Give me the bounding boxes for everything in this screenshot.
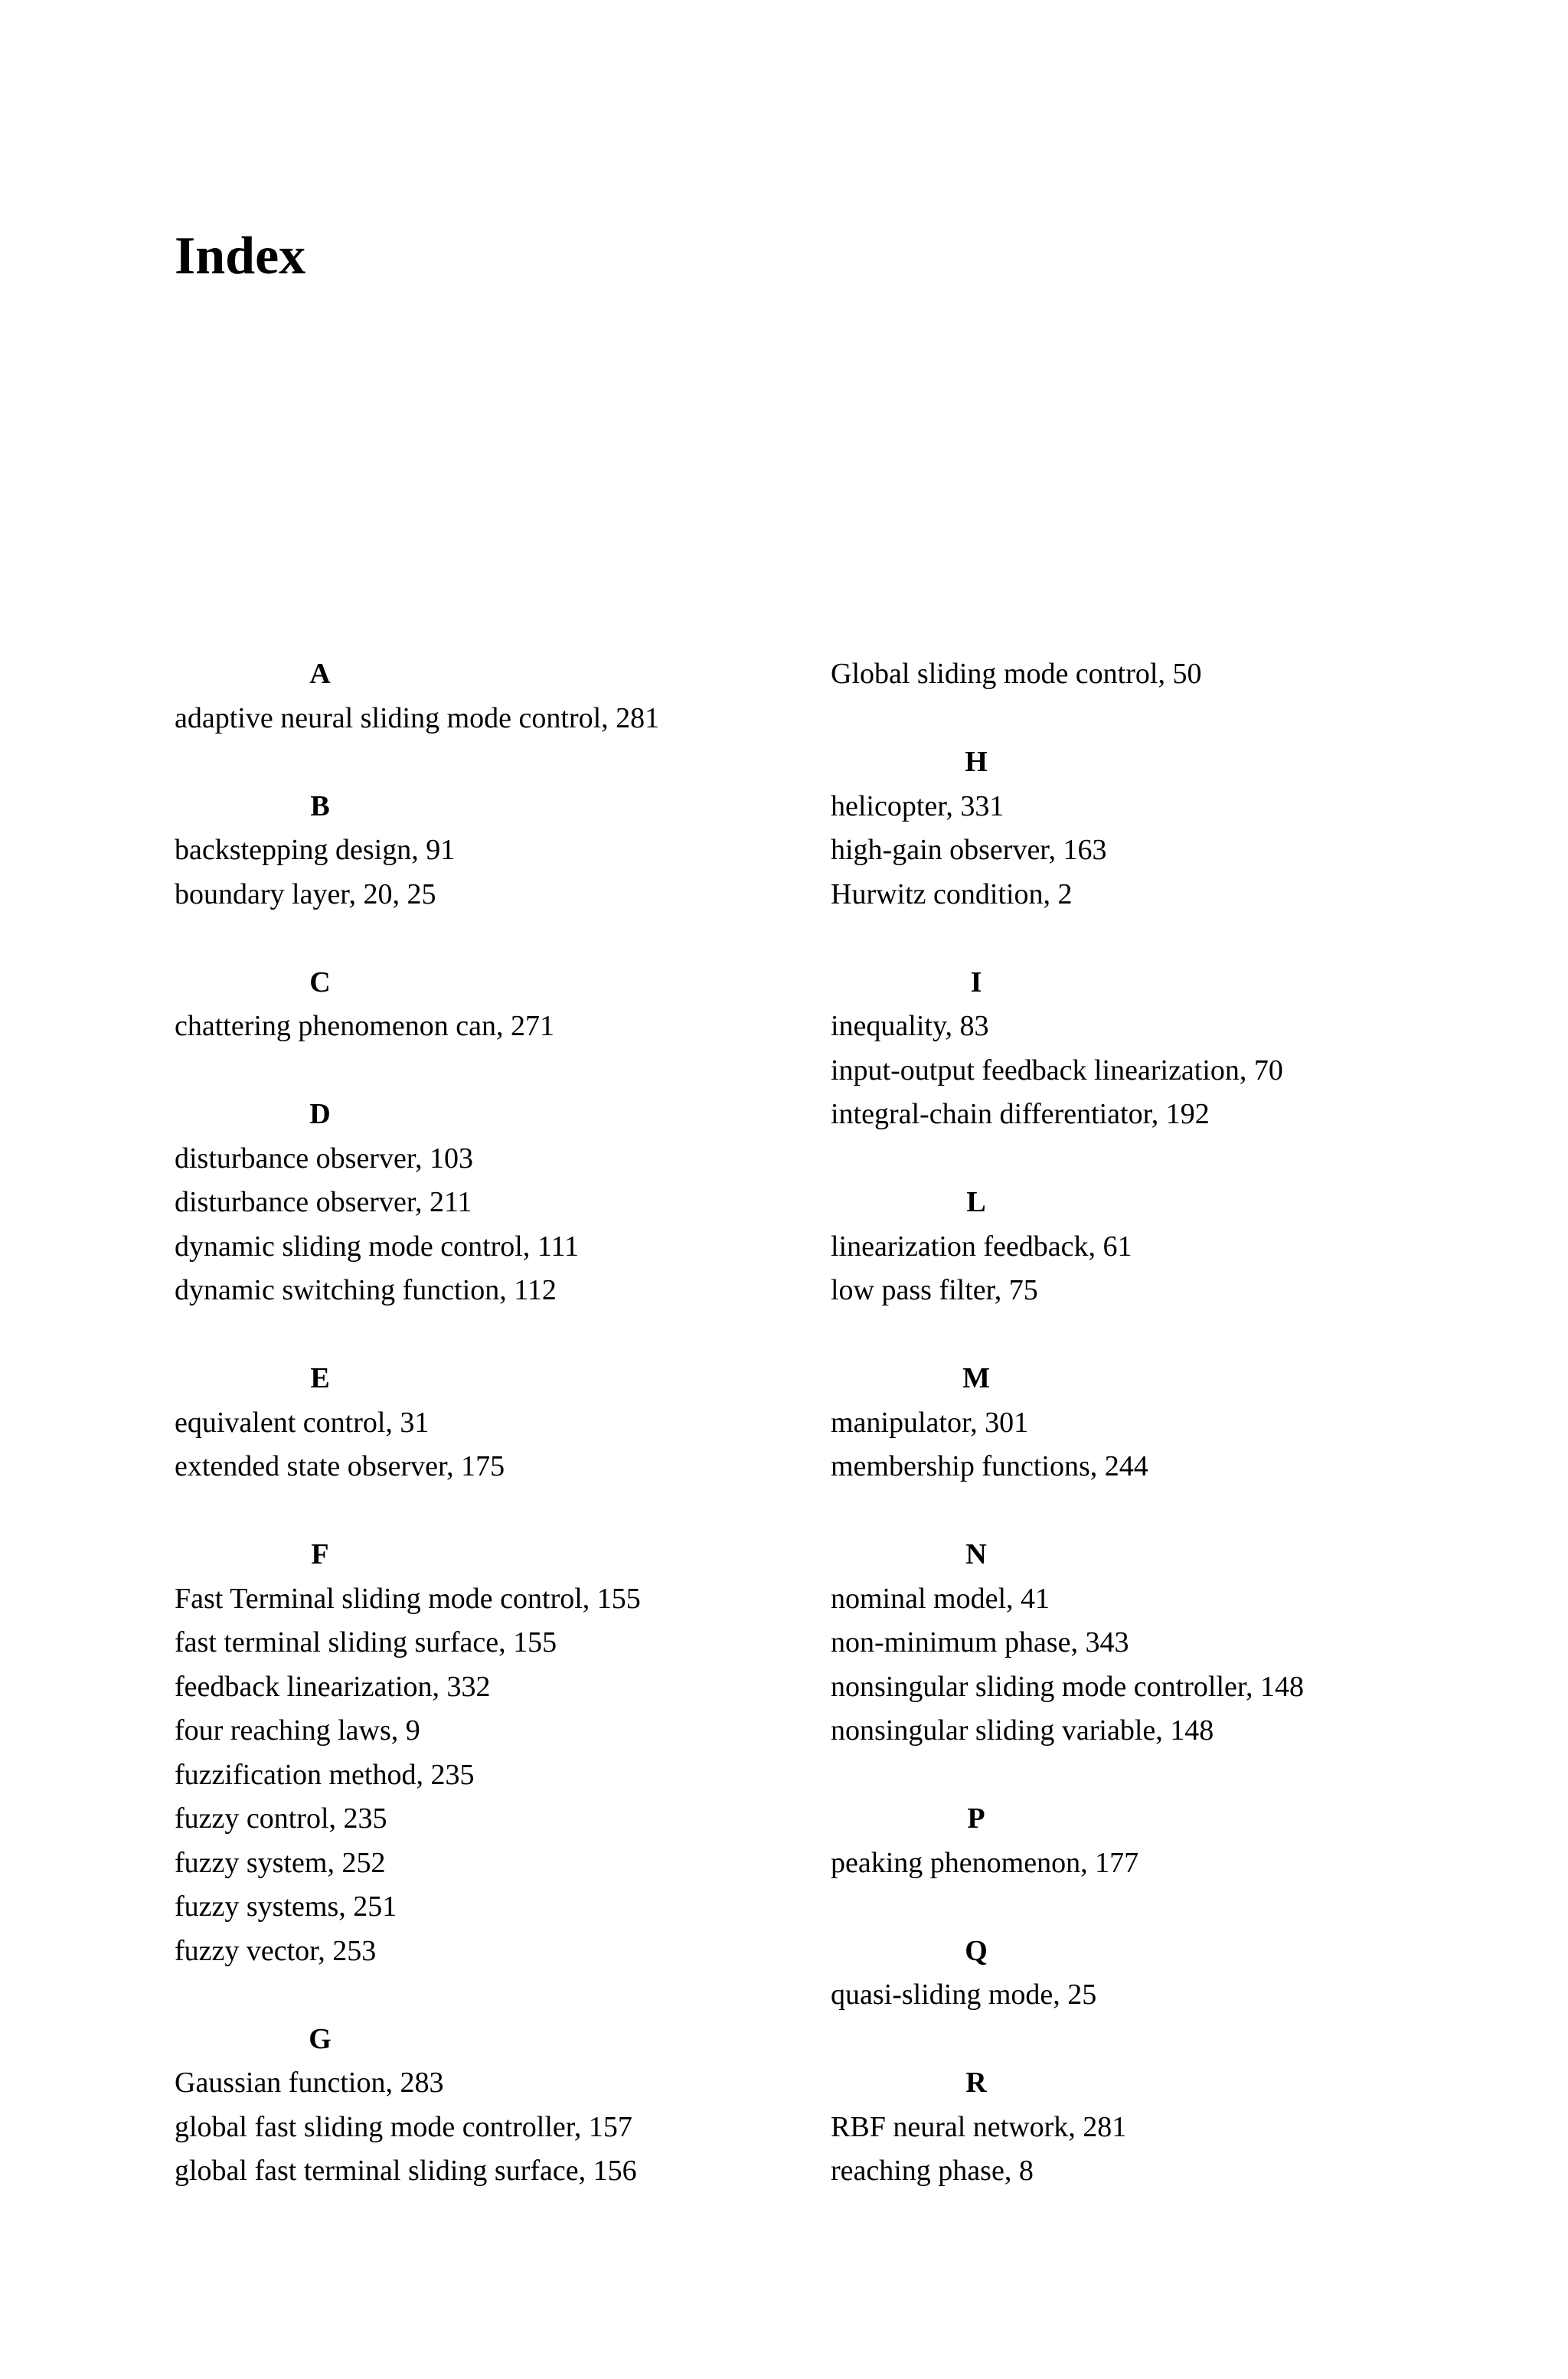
index-entry: dynamic sliding mode control, 111 [175, 1230, 580, 1263]
index-entry: adaptive neural sliding mode control, 281 [175, 701, 660, 734]
index-entry: Fast Terminal sliding mode control, 155 [175, 1582, 641, 1615]
section-letter: C [309, 966, 331, 998]
section-letter: L [966, 1186, 986, 1218]
section-letter: D [309, 1098, 331, 1130]
index-entry: membership functions, 244 [831, 1450, 1148, 1482]
index-entry: inequality, 83 [831, 1010, 989, 1042]
section-letter: Q [965, 1934, 988, 1967]
index-entry: equivalent control, 31 [175, 1406, 430, 1439]
index-entry: nominal model, 41 [831, 1582, 1050, 1615]
index-entry: fuzzification method, 235 [175, 1758, 475, 1791]
index-entry: RBF neural network, 281 [831, 2110, 1127, 2143]
index-column-left [175, 652, 756, 2194]
section-letter: B [310, 789, 330, 822]
index-entry: nonsingular sliding variable, 148 [831, 1714, 1214, 1747]
index-section-g [175, 2018, 756, 2194]
index-entry: fuzzy systems, 251 [175, 1890, 397, 1923]
index-entry: backstepping design, 91 [175, 834, 456, 866]
page-title: Index [175, 227, 306, 286]
section-letter: M [962, 1362, 990, 1394]
index-entry: input-output feedback linearization, 70 [831, 1054, 1283, 1087]
index-entry: extended state observer, 175 [175, 1450, 505, 1482]
index-section-d [175, 1093, 756, 1313]
index-section-q [831, 1930, 1413, 2018]
index-section-i [831, 961, 1413, 1137]
section-letter: N [965, 1538, 987, 1570]
index-section-c [175, 961, 756, 1049]
index-column-right [831, 652, 1413, 2194]
index-entry: integral-chain differentiator, 192 [831, 1098, 1210, 1130]
index-entry: fuzzy system, 252 [175, 1846, 386, 1879]
index-entry: dynamic switching function, 112 [175, 1274, 557, 1306]
index-entry: fast terminal sliding surface, 155 [175, 1626, 557, 1658]
section-letter: I [970, 966, 982, 998]
index-entry: peaking phenomenon, 177 [831, 1846, 1139, 1879]
section-letter: A [309, 658, 331, 690]
section-letter: H [965, 746, 988, 778]
index-entry: chattering phenomenon can, 271 [175, 1010, 554, 1042]
index-section-m [831, 1357, 1413, 1489]
index-section-n [831, 1533, 1413, 1753]
section-letter: E [310, 1362, 330, 1394]
index-entry: Gaussian function, 283 [175, 2067, 444, 2099]
index-entry: global fast terminal sliding surface, 156 [175, 2155, 637, 2187]
index-entry: nonsingular sliding mode controller, 148 [831, 1670, 1305, 1703]
section-letter: R [965, 2067, 987, 2099]
index-section-b [175, 785, 756, 917]
section-letter: P [967, 1802, 985, 1835]
index-section-a [175, 652, 756, 740]
index-section-l [831, 1181, 1413, 1313]
index-section-p [831, 1797, 1413, 1885]
index-entry: high-gain observer, 163 [831, 834, 1107, 866]
index-entry: reaching phase, 8 [831, 2155, 1034, 2187]
index-entry: low pass filter, 75 [831, 1274, 1038, 1306]
index-entry: disturbance observer, 211 [175, 1186, 472, 1218]
index-section-continued [831, 652, 1413, 697]
index-entry: manipulator, 301 [831, 1406, 1029, 1439]
index-entry: non-minimum phase, 343 [831, 1626, 1129, 1658]
index-entry: quasi-sliding mode, 25 [831, 1979, 1097, 2011]
index-entry: fuzzy control, 235 [175, 1802, 387, 1835]
index-entry: Global sliding mode control, 50 [831, 658, 1202, 690]
section-letter: F [311, 1538, 329, 1570]
index-entry: boundary layer, 20, 25 [175, 877, 436, 910]
index-section-r [831, 2061, 1413, 2194]
section-letter: G [309, 2022, 332, 2055]
index-entry: feedback linearization, 332 [175, 1670, 491, 1703]
index-entry: linearization feedback, 61 [831, 1230, 1132, 1263]
index-entry: four reaching laws, 9 [175, 1714, 420, 1747]
index-entry: global fast sliding mode controller, 157 [175, 2110, 632, 2143]
index-entry: Hurwitz condition, 2 [831, 877, 1073, 910]
index-entry: fuzzy vector, 253 [175, 1934, 377, 1967]
index-section-f [175, 1533, 756, 1973]
index-entry: disturbance observer, 103 [175, 1142, 473, 1175]
index-entry: helicopter, 331 [831, 789, 1004, 822]
index-section-h [831, 740, 1413, 917]
index-section-e [175, 1357, 756, 1489]
